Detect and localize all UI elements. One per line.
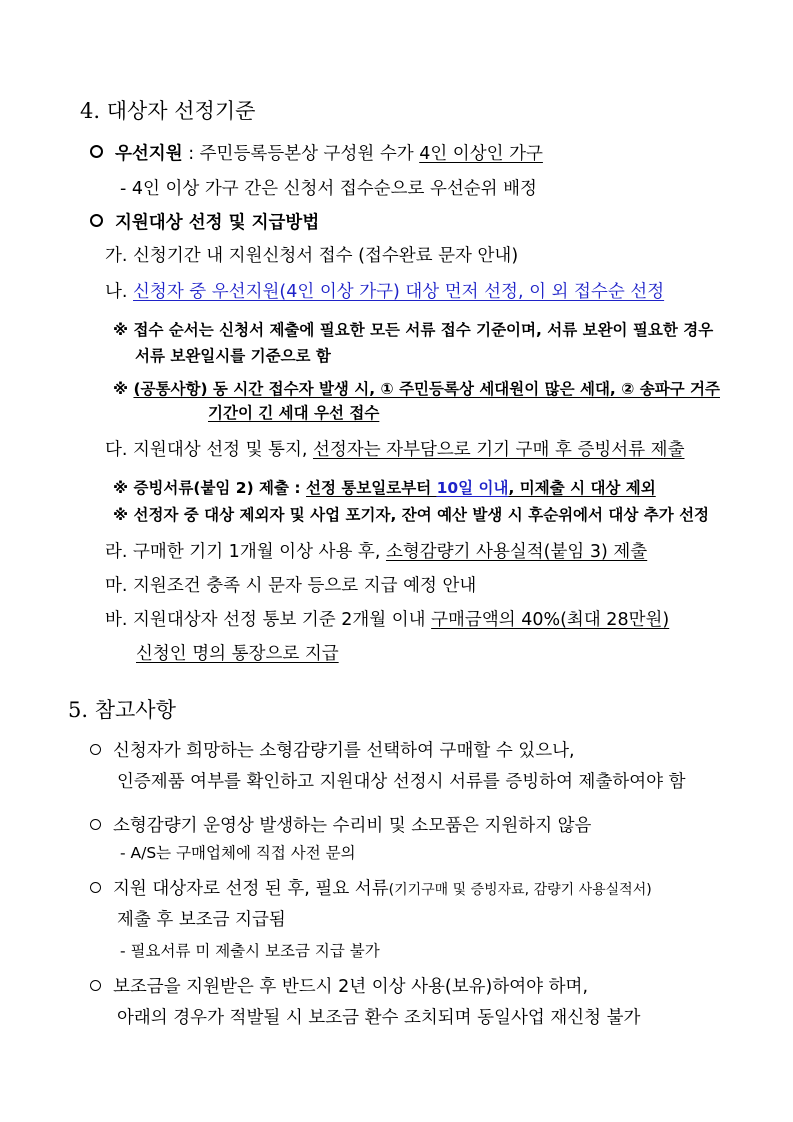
bullet-2-text: 소형감량기 운영상 발생하는 수리비 및 소모품은 지원하지 않음 <box>113 816 592 836</box>
bullet-2-line-1 <box>90 812 591 837</box>
item-ra-underlined: 소형감량기 사용실적(붙임 3) 제출 <box>385 542 648 562</box>
circle-bullet-icon <box>90 145 103 158</box>
item-na <box>105 278 664 303</box>
priority-sub: - 4인 이상 가구 간은 신청서 접수순으로 우선순위 배정 <box>120 179 537 199</box>
note-3-u1: 선정 통보일로부터 <box>306 479 437 497</box>
item-ra <box>105 538 647 563</box>
note-1-line-1: ※ 접수 순서는 신청서 제출에 필요한 모든 서류 접수 기준이며, 서류 보완이 필요한 경우 <box>113 321 714 339</box>
note-3 <box>113 476 656 498</box>
bullet-3-line-2: 제출 후 보조금 지급됨 <box>117 910 286 930</box>
bullet-1-line-2: 인증제품 여부를 확인하고 지원대상 선정시 서류를 증빙하여 제출하여야 함 <box>117 772 686 792</box>
item-ba-prefix: 바. 지원대상자 선정 통보 기준 2개월 이내 <box>105 610 432 630</box>
bullet-1-text: 신청자가 희망하는 소형감량기를 선택하여 구매할 수 있으나, <box>113 741 575 761</box>
selection-heading-line <box>90 209 319 234</box>
note-3-u2: , 미제출 시 대상 제외 <box>508 479 656 497</box>
item-da <box>105 436 684 461</box>
bullet-4-line-2: 아래의 경우가 적발될 시 보조금 환수 조치되며 동일사업 재신청 불가 <box>117 1008 641 1028</box>
item-ga: 가. 신청기간 내 지원신청서 접수 (접수완료 문자 안내) <box>105 246 519 266</box>
item-na-prefix: 나. <box>105 282 134 302</box>
bullet-3-sub: - 필요서류 미 제출시 보조금 지급 불가 <box>120 942 380 960</box>
section-5-heading: 5. 참고사항 <box>68 698 176 722</box>
note-2-line-1 <box>113 377 720 399</box>
circle-bullet-icon <box>90 882 101 893</box>
bullet-3-text: 지원 대상자로 선정 된 후, 필요 서류 <box>113 879 389 899</box>
item-da-underlined: 선정자는 자부담으로 기기 구매 후 증빙서류 제출 <box>313 440 685 460</box>
item-da-prefix: 다. 지원대상 선정 및 통지, <box>105 440 313 460</box>
priority-text: : 주민등록등본상 구성원 수가 <box>182 144 420 164</box>
item-ba-underlined: 구매금액의 40%(최대 28만원) <box>431 610 670 630</box>
note-2-text: (공통사항) 동 시간 접수자 발생 시, ① 주민등록상 세대원이 많은 세대, ② 송파구 거주 <box>133 380 720 398</box>
note-4: ※ 선정자 중 대상 제외자 및 사업 포기자, 잔여 예산 발생 시 후순위에서 대상 추가 선정 <box>113 506 710 524</box>
item-ba-line-2: 신청인 명의 통장으로 지급 <box>136 644 339 664</box>
note-3-deadline: 10일 이내 <box>436 479 509 497</box>
item-ma: 마. 지원조건 충족 시 문자 등으로 지급 예정 안내 <box>105 576 477 596</box>
note-1-line-2: 서류 보완일시를 기준으로 함 <box>135 347 331 365</box>
bullet-4-text: 보조금을 지원받은 후 반드시 2년 이상 사용(보유)하여야 하며, <box>113 977 589 997</box>
priority-label: 우선지원 <box>115 144 183 164</box>
item-ba <box>105 606 669 631</box>
bullet-3-small: (기기구매 및 증빙자료, 감량기 사용실적서) <box>388 882 652 898</box>
bullet-4-line-1 <box>90 973 588 998</box>
item-ra-prefix: 라. 구매한 기기 1개월 이상 사용 후, <box>105 542 386 562</box>
bullet-1-line-1 <box>90 737 575 762</box>
selection-heading: 지원대상 선정 및 지급방법 <box>115 213 320 233</box>
priority-support-line <box>90 140 543 165</box>
item-na-text: 신청자 중 우선지원(4인 이상 가구) 대상 먼저 선정, 이 외 접수순 선정 <box>133 282 665 302</box>
circle-bullet-icon <box>90 214 103 227</box>
circle-bullet-icon <box>90 980 101 991</box>
bullet-3-line-1 <box>90 875 652 900</box>
section-4-heading: 4. 대상자 선정기준 <box>80 99 256 123</box>
bullet-2-sub: - A/S는 구매업체에 직접 사전 문의 <box>120 844 356 862</box>
priority-condition: 4인 이상인 가구 <box>419 144 543 164</box>
note-3-prefix: ※ 증빙서류(붙임 2) 제출 : <box>113 479 306 497</box>
circle-bullet-icon <box>90 744 101 755</box>
note-2-mark: ※ <box>113 380 134 398</box>
circle-bullet-icon <box>90 819 101 830</box>
note-2-line-2: 기간이 긴 세대 우선 접수 <box>208 404 380 422</box>
